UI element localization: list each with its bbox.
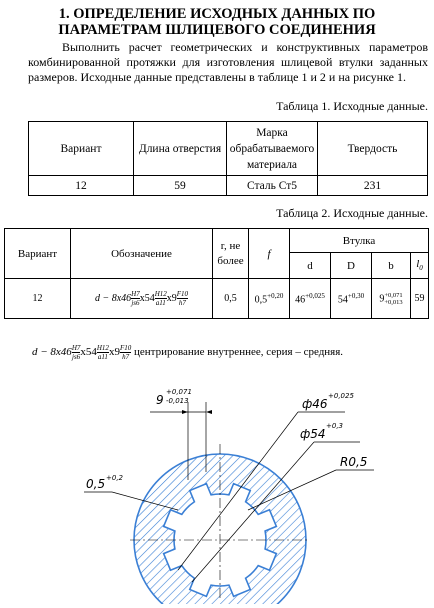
t2-header-D: D — [331, 253, 372, 279]
table1-caption: Таблица 1. Исходные данные. — [276, 99, 428, 113]
t2-cell-l0: 59 — [411, 279, 429, 319]
spline-bushing-drawing — [70, 372, 400, 604]
heading-line-2: ПАРАМЕТРАМ ШЛИЦЕВОГО СОЕДИНЕНИЯ — [58, 22, 376, 38]
t2-cell-r: 0,5 — [213, 279, 249, 319]
table2-caption: Таблица 2. Исходные данные. — [276, 206, 428, 220]
D54-tol: +0,3 — [326, 422, 343, 430]
t2-header-f: f — [249, 229, 290, 279]
f-label: 0,5 — [86, 477, 106, 491]
t1-header-hardness: Твердость — [318, 122, 428, 176]
t1-cell-variant: 12 — [29, 176, 134, 196]
table-1 — [28, 121, 428, 196]
t1-header-material: Марка обрабатываемого материала — [227, 122, 318, 176]
t1-header-length: Длина отверстия — [134, 122, 227, 176]
t2-header-b: b — [372, 253, 411, 279]
t2-cell-designation: d − 8x46 $\frac{H7}{js6}$ x54 $\frac{H12}{a11}$ x9 $\frac{F10}{h7}$ — [71, 279, 213, 319]
t1-cell-hardness: 231 — [318, 176, 428, 196]
table-2 — [4, 228, 429, 319]
d46-tol: +0,025 — [328, 392, 354, 400]
t2-cell-variant: 12 — [5, 279, 71, 319]
intro-paragraph: Выполнить расчет геометрических и конструктивных параметров комбинированной протяжки для изготовления шлицевой втулки заданных размеров. Исходные данные представлены в таблице 1 и 2 и на рисунке 1. — [28, 40, 428, 84]
section-heading — [20, 6, 414, 38]
b-tol-low: -0,013 — [166, 397, 189, 405]
b-tol-up: +0,071 — [166, 388, 192, 396]
b-label: 9 — [156, 393, 164, 407]
t2-header-bushing: Втулка — [290, 229, 429, 253]
t1-cell-length: 59 — [134, 176, 227, 196]
t1-cell-material: Сталь Ст5 — [227, 176, 318, 196]
f-tol: +0,2 — [106, 474, 123, 482]
t2-header-designation: Обозначение — [71, 229, 213, 279]
t2-cell-D: $54^{+0,30}$ — [331, 279, 372, 319]
t2-cell-d: $46^{+0,025}$ — [290, 279, 331, 319]
D54-label: ф54 — [300, 427, 326, 441]
t2-cell-b: 9+0,071 +0,013 — [372, 279, 411, 319]
d46-label: ф46 — [302, 397, 328, 411]
t2-header-r: r, не более — [213, 229, 249, 279]
t2-header-l0: $l_0$ — [411, 253, 429, 279]
t2-header-variant: Вариант — [5, 229, 71, 279]
t2-cell-f: $0,5^{+0,20}$ — [249, 279, 290, 319]
designation-formula: d − 8x46 $\frac{H7}{js6}$ x54 $\frac{H12}{a11}$ x9 $\frac{F10}{h7}$ центрирование внутреннее, серия – средняя. — [32, 344, 344, 361]
r-label: R0,5 — [340, 455, 368, 469]
t2-header-d: d — [290, 253, 331, 279]
heading-line-1: 1. ОПРЕДЕЛЕНИЕ ИСХОДНЫХ ДАННЫХ ПО — [58, 6, 376, 22]
t1-header-variant: Вариант — [29, 122, 134, 176]
